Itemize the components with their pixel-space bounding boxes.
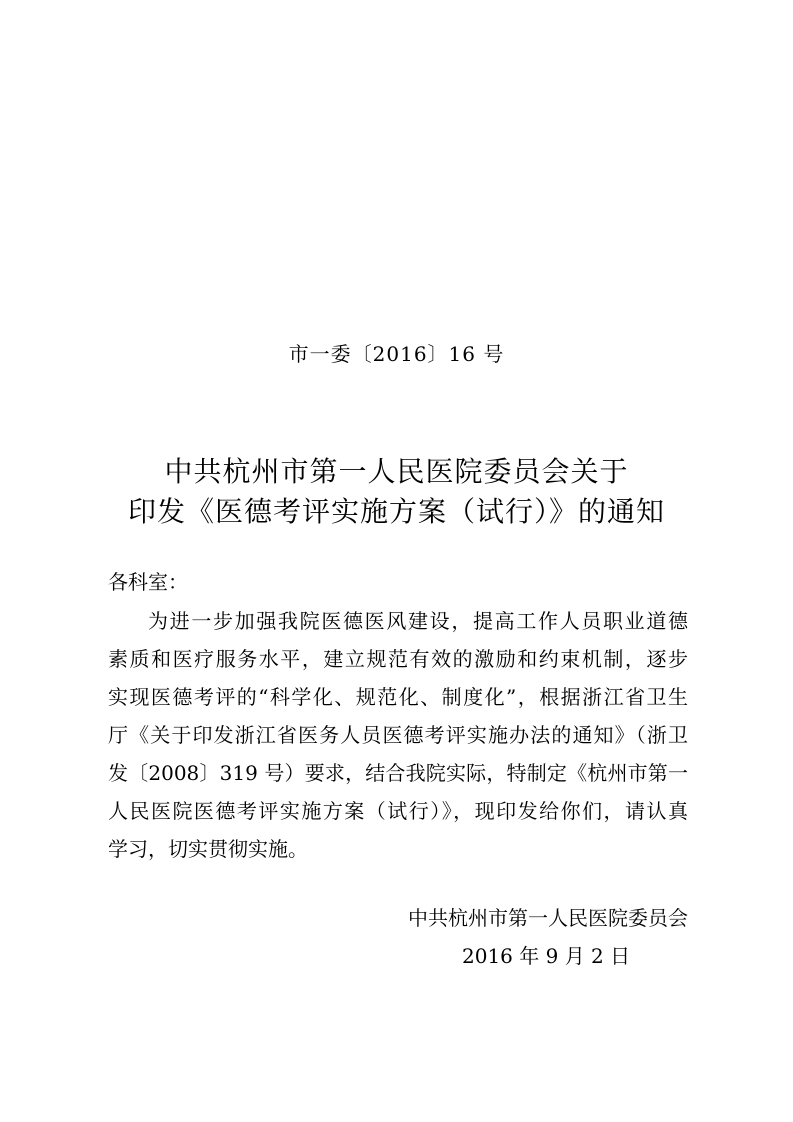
body-line: 素质和医疗服务水平，建立规范有效的激励和约束机制，逐步 bbox=[108, 647, 688, 671]
body-line: 人民医院医德考评实施方案（试行）》，现印发给你们，请认真 bbox=[108, 799, 688, 823]
title-line-1: 中共杭州市第一人民医院委员会关于 bbox=[164, 455, 629, 488]
body-line: 学习，切实贯彻实施。 bbox=[108, 837, 308, 861]
body-line: 发〔2008〕319 号）要求，结合我院实际，特制定《杭州市第一 bbox=[108, 761, 688, 785]
issue-date: 2016 年 9 月 2 日 bbox=[462, 944, 631, 968]
recipient: 各科室： bbox=[108, 570, 188, 594]
body-paragraph bbox=[108, 602, 688, 868]
body-line: 实现医德考评的“科学化、规范化、制度化”，根据浙江省卫生 bbox=[108, 685, 688, 709]
document-title bbox=[0, 452, 793, 532]
body-line: 厅《关于印发浙江省医务人员医德考评实施办法的通知》（浙卫 bbox=[108, 723, 688, 747]
title-line-2: 印发《医德考评实施方案（试行）》的通知 bbox=[127, 495, 665, 528]
body-line: 为进一步加强我院医德医风建设，提高工作人员职业道德 bbox=[148, 609, 688, 633]
document-number: 市一委〔2016〕16 号 bbox=[288, 342, 505, 366]
signature: 中共杭州市第一人民医院委员会 bbox=[408, 906, 688, 930]
